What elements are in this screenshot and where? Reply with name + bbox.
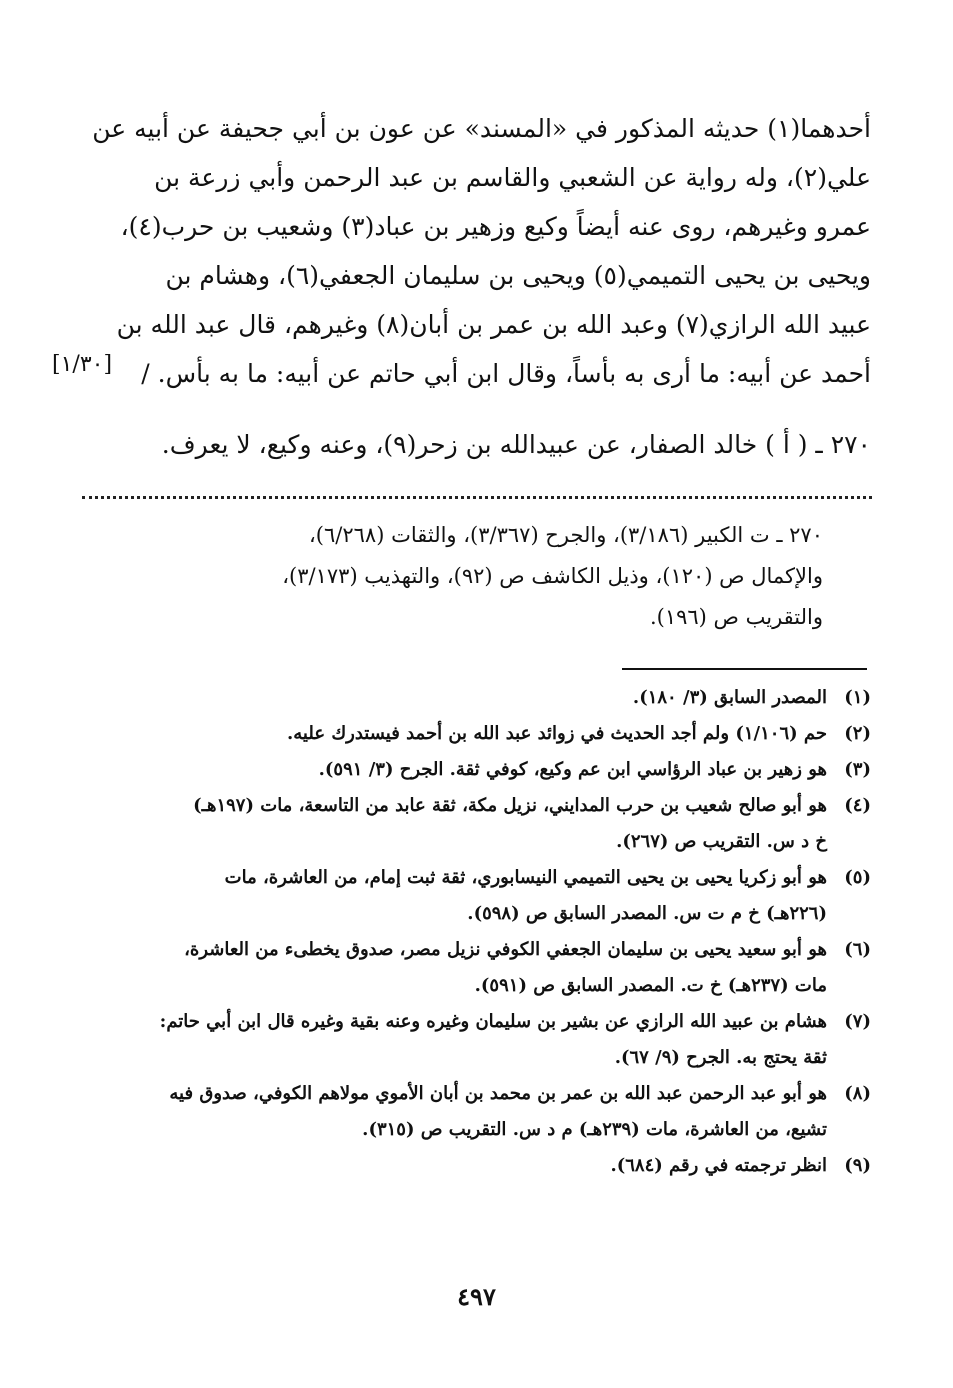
footnote [81,680,871,716]
main-line [121,349,871,398]
footnote-number: (٢) [844,723,871,744]
footnote [81,1148,871,1184]
footnote [81,932,871,1004]
main-line: عمرو وغيرهم، روى عنه أيضاً وكيع وزهير بن عباد(٣) وشعيب بن حرب(٤)، [120,212,871,241]
footnote [81,1076,871,1148]
footnote-line: حم (١/١٠٦) ولم أجد الحديث في زوائد عبد الله بن أحمد فيستدرك عليه. [287,723,827,744]
dotted-separator [82,496,872,499]
footnote-line: هو زهير بن عباد الرؤاسي ابن عم وكيع، كوفي ثقة. الجرح (٣/ ٥٩١). [318,759,827,780]
footnotes [81,680,871,1184]
footnote-line: مات (٢٣٧هـ) خ ت. المصدر السابق ص (٥٩١). [474,975,827,996]
sources-line: والإكمال ص (١٢٠)، وذيل الكاشف ص (٩٢)، والتهذيب (٣/١٧٣)، [282,564,823,588]
footnote [81,1004,871,1076]
footnote-number: (١) [844,687,871,708]
footnote-text [81,860,827,932]
page-number: ٤٩٧ [457,1282,496,1311]
footnote-text [81,1148,827,1184]
footnote-line: المصدر السابق (٣/ ١٨٠). [632,687,827,708]
footnote-line: هو أبو زكريا يحيى بن يحيى التميمي النيسابوري، ثقة ثبت إمام، من العاشرة، مات [224,867,827,888]
sources-line: والتقريب ص (١٩٦). [649,605,823,629]
footnote-text [81,680,827,716]
footnote [81,860,871,932]
footnote-number: (٧) [844,1011,871,1032]
footnote [81,752,871,788]
footnote-number: (٥) [844,867,871,888]
entry-heading: ٢٧٠ ـ ( أ ) خالد الصفار، عن عبيدالله بن زحر(٩)، وعنه وكيع، لا يعرف. [161,430,871,459]
footnote-number: (٨) [844,1083,871,1104]
footnote-number: (٣) [844,759,871,780]
footnote-line: انظر ترجمته في رقم (٦٨٤). [610,1155,827,1176]
footnote-line: هو أبو صالح شعيب بن حرب المدايني، نزيل مكة، ثقة عابد من التاسعة، مات (١٩٧هـ) [193,795,827,816]
main-line: علي(٢)، وله رواية عن الشعبي والقاسم بن عبد الرحمن وأبي زرعة بن [154,163,871,192]
footnote-line: هو أبو سعيد يحيى بن سليمان الجعفي الكوفي نزيل مصر، صدوق يخطىء من العاشرة، [184,939,827,960]
manuscript-folio-ref: [١/٣٠] [52,352,113,377]
footnote-text [81,1004,827,1076]
footnote-line: (٢٢٦هـ) خ م ت س. المصدر السابق ص (٥٩٨). [467,903,827,924]
footnote-text [81,1076,827,1148]
footnote-line: خ د س. التقريب ص (٢٦٧). [616,831,827,852]
footnote [81,716,871,752]
main-line: أحدهما(١) حديثه المذكور في «المسند» عن عون بن أبي جحيفة عن أبيه عن [92,114,871,143]
footnote-text [81,752,827,788]
footnote-number: (٩) [844,1155,871,1176]
main-text [92,104,871,398]
footnote-text [81,716,827,752]
footnote-line: ثقة يحتج به. الجرح (٩/ ٦٧). [614,1047,827,1068]
sources-block [123,515,823,638]
footnote-number: (٦) [844,939,871,960]
footnote-line: هو أبو عبد الرحمن عبد الله بن عمر بن محمد بن أبان الأموي مولاهم الكوفي، صدوق فيه [169,1083,827,1104]
footnote [81,788,871,860]
footnote-line: تشيع، من العاشرة، مات (٢٣٩هـ) م د س. التقريب ص (٣١٥). [362,1119,827,1140]
main-line: عبيد الله الرازي(٧) وعبد الله بن عمر بن أبان(٨) وغيرهم، قال عبد الله بن [116,310,871,339]
footnote-text [81,932,827,1004]
footnote-text [81,788,827,860]
footnote-number: (٤) [844,795,871,816]
footnote-separator [622,668,867,670]
footnote-line: هشام بن عبيد الله الرازي عن بشير بن سليمان وغيره وعنه بقية وغيره قال ابن أبي حاتم: [159,1011,827,1032]
main-line: ويحيى بن يحيى التميمي(٥) ويحيى بن سليمان الجعفي(٦)، وهشام بن [165,261,871,290]
main-line-text: أحمد عن أبيه: ما أرى به بأساً، وقال ابن أبي حاتم عن أبيه: ما به بأس. / [141,359,871,388]
sources-line: ٢٧٠ ـ ت الكبير (٣/١٨٦)، والجرح (٣/٣٦٧)، والثقات (٦/٢٦٨)، [309,523,823,547]
